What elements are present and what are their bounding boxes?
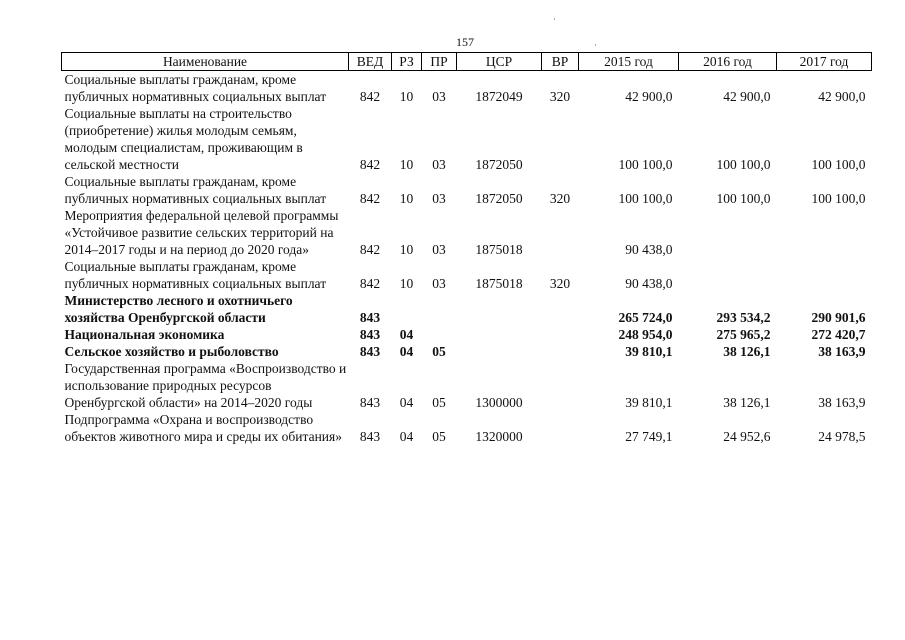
cell-vr — [542, 411, 579, 445]
cell-ved: 843 — [359, 429, 381, 444]
cell-rz: 10 — [399, 89, 414, 104]
table-row — [62, 71, 872, 106]
cell-rz: 04 — [399, 429, 414, 444]
cell-rz: 10 — [399, 157, 414, 172]
cell-pr: 03 — [432, 242, 446, 257]
cell-name: Социальные выплаты гражданам, кроме публичных нормативных социальных выплат — [64, 174, 327, 206]
header-csr: ЦСР — [457, 53, 542, 71]
table-row — [62, 105, 872, 173]
cell-vr — [542, 326, 579, 343]
header-pr: ПР — [422, 53, 457, 71]
scan-speck: · — [594, 40, 597, 50]
cell-ved: 843 — [359, 327, 381, 342]
cell-csr: 1872050 — [475, 157, 523, 172]
cell-2017: 38 163,9 — [818, 395, 866, 410]
cell-2015: 39 810,1 — [625, 395, 673, 410]
cell-pr: 03 — [432, 276, 446, 291]
cell-2016: 275 965,2 — [716, 327, 771, 342]
cell-2017 — [777, 258, 872, 292]
table-row — [62, 411, 872, 445]
cell-2017: 290 901,6 — [811, 310, 866, 325]
cell-2016: 100 100,0 — [716, 191, 771, 206]
cell-2017: 38 163,9 — [818, 344, 866, 359]
header-2017: 2017 год — [777, 53, 872, 71]
cell-name: Социальные выплаты гражданам, кроме публичных нормативных социальных выплат — [64, 72, 327, 104]
cell-2017: 272 420,7 — [811, 327, 866, 342]
cell-2015: 90 438,0 — [625, 276, 673, 291]
cell-csr — [457, 343, 542, 360]
cell-2015: 42 900,0 — [625, 89, 673, 104]
cell-ved: 842 — [359, 191, 381, 206]
cell-2015: 265 724,0 — [618, 310, 673, 325]
cell-vr: 320 — [549, 276, 571, 291]
cell-csr: 1872049 — [475, 89, 523, 104]
cell-csr: 1872050 — [475, 191, 523, 206]
cell-csr: 1875018 — [475, 242, 523, 257]
cell-pr — [422, 292, 457, 326]
cell-pr: 05 — [432, 344, 446, 359]
cell-2015: 100 100,0 — [618, 157, 673, 172]
cell-ved: 843 — [359, 395, 381, 410]
cell-2015: 100 100,0 — [618, 191, 673, 206]
cell-ved: 843 — [359, 310, 381, 325]
cell-rz — [392, 292, 422, 326]
cell-2017: 100 100,0 — [811, 191, 866, 206]
cell-2016: 38 126,1 — [723, 395, 771, 410]
page-number: 157 — [456, 35, 474, 49]
cell-vr — [542, 292, 579, 326]
budget-table — [61, 52, 872, 445]
cell-rz: 10 — [399, 276, 414, 291]
cell-pr: 05 — [432, 429, 446, 444]
cell-name: Сельское хозяйство и рыболовство — [64, 344, 279, 359]
cell-vr: 320 — [549, 191, 571, 206]
cell-csr: 1875018 — [475, 276, 523, 291]
cell-2017: 24 978,5 — [818, 429, 866, 444]
cell-csr — [457, 326, 542, 343]
table-row — [62, 258, 872, 292]
cell-2015: 90 438,0 — [625, 242, 673, 257]
cell-2017: 100 100,0 — [811, 157, 866, 172]
cell-name: Подпрограмма «Охрана и воспроизводство объектов животного мира и среды их обитания» — [64, 412, 342, 444]
header-vr: ВР — [542, 53, 579, 71]
cell-pr — [422, 326, 457, 343]
cell-rz: 10 — [399, 242, 414, 257]
header-name: Наименование — [62, 53, 349, 71]
table-row — [62, 292, 872, 326]
cell-ved: 842 — [359, 276, 381, 291]
table-row — [62, 343, 872, 360]
cell-2017: 42 900,0 — [818, 89, 866, 104]
cell-2015: 27 749,1 — [625, 429, 673, 444]
cell-pr: 03 — [432, 89, 446, 104]
table-header-row — [62, 53, 872, 71]
cell-rz: 04 — [399, 327, 414, 342]
cell-name: Министерство лесного и охотничьего хозяйства Оренбургской области — [64, 293, 293, 325]
header-ved: ВЕД — [349, 53, 392, 71]
header-rz: РЗ — [392, 53, 422, 71]
cell-rz: 04 — [399, 395, 414, 410]
cell-pr: 05 — [432, 395, 446, 410]
cell-ved: 842 — [359, 157, 381, 172]
cell-csr: 1320000 — [475, 429, 523, 444]
cell-vr — [542, 105, 579, 173]
table-row — [62, 173, 872, 207]
cell-name: Государственная программа «Воспроизводство и использование природных ресурсов Оренбургской области» на 2014–2020 годы — [64, 361, 347, 410]
cell-rz: 10 — [399, 191, 414, 206]
cell-name: Национальная экономика — [64, 327, 225, 342]
cell-2016 — [679, 207, 777, 258]
cell-pr: 03 — [432, 191, 446, 206]
cell-2016: 42 900,0 — [723, 89, 771, 104]
table-row — [62, 326, 872, 343]
cell-pr: 03 — [432, 157, 446, 172]
cell-name: Социальные выплаты на строительство (приобретение) жилья молодым семьям, молодым специалистам, проживающим в сельской местности — [64, 106, 303, 172]
cell-2015: 248 954,0 — [618, 327, 673, 342]
cell-vr — [542, 207, 579, 258]
cell-rz: 04 — [399, 344, 414, 359]
table-row — [62, 360, 872, 411]
cell-ved: 842 — [359, 242, 381, 257]
table-row — [62, 207, 872, 258]
cell-name: Социальные выплаты гражданам, кроме публичных нормативных социальных выплат — [64, 259, 327, 291]
cell-2015: 39 810,1 — [625, 344, 673, 359]
cell-csr: 1300000 — [475, 395, 523, 410]
header-2015: 2015 год — [579, 53, 679, 71]
cell-csr — [457, 292, 542, 326]
cell-ved: 842 — [359, 89, 381, 104]
cell-2016: 38 126,1 — [723, 344, 771, 359]
cell-name: Мероприятия федеральной целевой программы «Устойчивое развитие сельских территорий на 2014–2017 годы и на период до 2020 года» — [64, 208, 339, 257]
cell-2017 — [777, 207, 872, 258]
cell-vr: 320 — [549, 89, 571, 104]
cell-vr — [542, 360, 579, 411]
cell-2016: 24 952,6 — [723, 429, 771, 444]
cell-vr — [542, 343, 579, 360]
scan-speck: · — [553, 14, 556, 24]
header-2016: 2016 год — [679, 53, 777, 71]
cell-ved: 843 — [359, 344, 381, 359]
cell-2016: 293 534,2 — [716, 310, 771, 325]
cell-2016 — [679, 258, 777, 292]
cell-2016: 100 100,0 — [716, 157, 771, 172]
